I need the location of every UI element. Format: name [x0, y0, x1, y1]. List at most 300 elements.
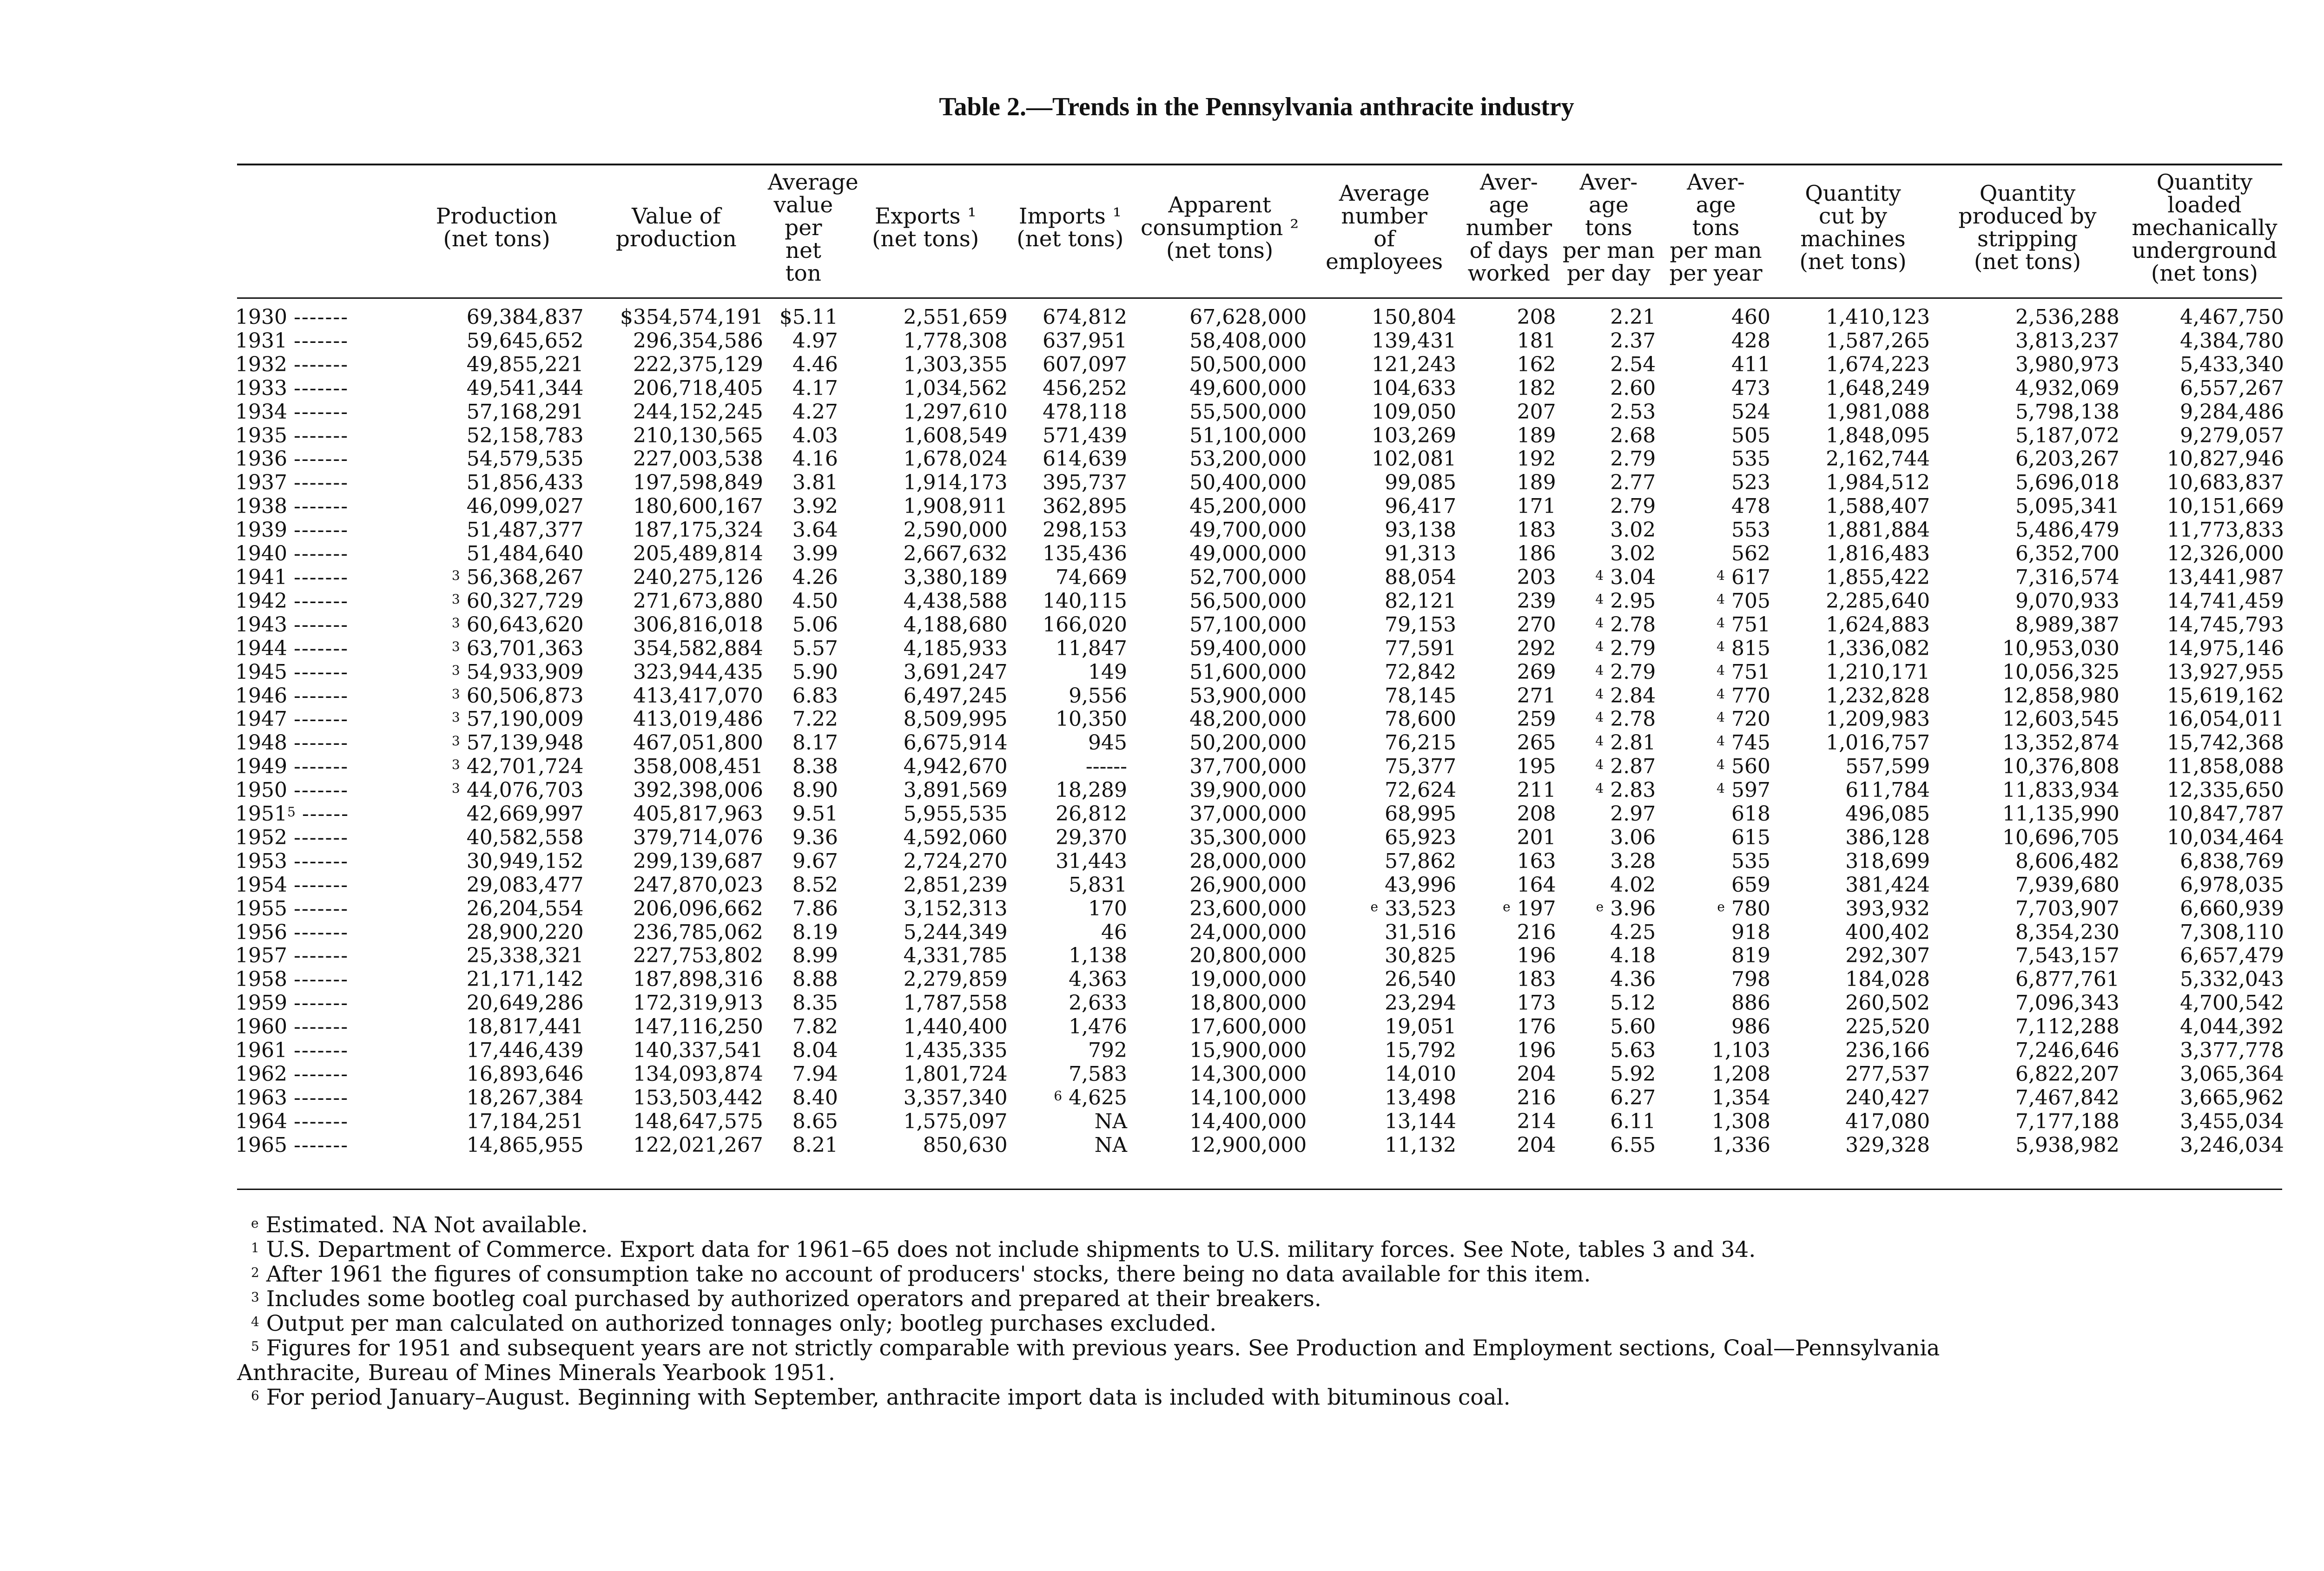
year-cell [232, 731, 407, 755]
dot-leader: ------ [302, 802, 350, 826]
exports-cell [841, 897, 1010, 921]
tons-per-year-cell-value: 751 [1731, 660, 1770, 684]
tons-per-day-cell [1559, 684, 1659, 708]
machines-cell [1773, 542, 1933, 566]
column-header: Imports ¹ (net tons) [1017, 204, 1124, 252]
footnote-mark: 3 [251, 1289, 259, 1305]
days-worked-cell [1459, 1015, 1559, 1039]
dot-leader: ------- [293, 519, 349, 542]
footnote-mark: 3 [451, 733, 460, 749]
tons-per-day-cell-value: 2.78 [1610, 708, 1656, 731]
tons-per-year-cell [1658, 377, 1773, 401]
stripping-cell [1933, 850, 2122, 874]
days-worked-cell [1459, 353, 1559, 377]
avg-value-cell [766, 377, 841, 401]
consumption-cell-value: 17,600,000 [1189, 1015, 1307, 1039]
employees-cell-value: 11,132 [1385, 1133, 1457, 1157]
employees-cell-value: 15,792 [1385, 1039, 1457, 1063]
machines-cell [1773, 613, 1933, 637]
tons-per-day-cell [1559, 779, 1659, 802]
stripping-cell [1933, 542, 2122, 566]
table-row [232, 447, 2287, 471]
imports-cell-value: 4,625 [1069, 1086, 1128, 1110]
year-cell [232, 447, 407, 471]
mechanical-cell [2122, 897, 2287, 921]
dot-leader: ------- [293, 542, 349, 566]
column-header: Quantity produced by stripping (net tons) [1958, 181, 2097, 275]
footnote-mark: 4 [1717, 710, 1725, 725]
production-cell [407, 1063, 586, 1086]
employees-cell-value: 88,054 [1385, 565, 1457, 589]
footnote [251, 1311, 2291, 1336]
tons-per-day-cell [1559, 613, 1659, 637]
machines-cell-value: 1,410,123 [1826, 305, 1930, 329]
days-worked-cell-value: 173 [1517, 992, 1556, 1015]
column-header: Average number of employees [1326, 181, 1443, 275]
avg-value-cell-value: 8.90 [792, 779, 838, 802]
machines-cell-value: 400,402 [1845, 920, 1930, 944]
employees-cell [1309, 850, 1459, 874]
consumption-cell [1130, 1110, 1309, 1134]
year-cell [232, 1134, 407, 1157]
imports-cell [1010, 755, 1130, 779]
production-cell-value: 16,893,646 [466, 1063, 584, 1086]
machines-cell [1773, 661, 1933, 684]
days-worked-cell-value: 269 [1517, 660, 1556, 684]
days-worked-cell [1459, 826, 1559, 850]
stripping-cell [1933, 297, 2122, 329]
days-worked-cell-value: 183 [1517, 968, 1556, 992]
production-cell-value: 46,099,027 [466, 495, 584, 519]
machines-cell-value: 393,932 [1845, 897, 1930, 920]
avg-value-cell [766, 708, 841, 731]
days-worked-cell-value: 182 [1517, 376, 1556, 400]
year-label: 1935 [235, 424, 287, 447]
employees-cell-value: 75,377 [1385, 755, 1457, 779]
imports-cell [1010, 471, 1130, 495]
tons-per-year-cell [1658, 447, 1773, 471]
mechanical-cell [2122, 329, 2287, 353]
employees-cell [1309, 826, 1459, 850]
consumption-cell [1130, 1015, 1309, 1039]
year-cell [232, 495, 407, 519]
tons-per-day-cell [1559, 826, 1659, 850]
tons-per-year-cell-value: 560 [1731, 755, 1770, 779]
tons-per-day-cell-value: 4.02 [1610, 873, 1656, 897]
days-worked-cell [1459, 850, 1559, 874]
mechanical-cell-value: 3,377,778 [2180, 1039, 2284, 1063]
stripping-cell [1933, 874, 2122, 897]
stripping-cell [1933, 329, 2122, 353]
avg-value-cell [766, 897, 841, 921]
days-worked-cell [1459, 992, 1559, 1015]
mechanical-cell [2122, 1063, 2287, 1086]
value-cell-value: 296,354,586 [633, 329, 763, 353]
mechanical-cell [2122, 1110, 2287, 1134]
exports-cell-value: 2,551,659 [903, 305, 1008, 329]
footnote-mark: 4 [251, 1314, 259, 1329]
year-cell [232, 590, 407, 613]
value-cell-value: 306,816,018 [633, 613, 763, 637]
production-cell-value: 63,701,363 [466, 637, 584, 660]
tons-per-day-cell [1559, 401, 1659, 424]
year-cell [232, 779, 407, 802]
employees-cell [1309, 519, 1459, 542]
tons-per-year-cell-value: 553 [1731, 519, 1770, 542]
production-cell-value: 44,076,703 [466, 779, 584, 802]
year-label: 1953 [235, 849, 287, 873]
dot-leader: ------- [293, 565, 349, 589]
value-cell [587, 684, 766, 708]
employees-cell [1309, 897, 1459, 921]
value-cell-value: 222,375,129 [633, 353, 763, 376]
employees-cell [1309, 447, 1459, 471]
imports-cell-value: ------ [1085, 755, 1128, 779]
production-cell [407, 1086, 586, 1110]
production-cell-value: 69,384,837 [466, 305, 584, 329]
days-worked-cell-value: 203 [1517, 565, 1556, 589]
employees-cell [1309, 1015, 1459, 1039]
stripping-cell-value: 5,095,341 [2015, 495, 2119, 519]
year-cell [232, 401, 407, 424]
exports-cell-value: 2,590,000 [903, 519, 1008, 542]
year-label: 1939 [235, 519, 287, 542]
avg-value-cell-value: 4.03 [792, 424, 838, 447]
value-cell [587, 921, 766, 945]
dot-leader: ------- [293, 400, 349, 424]
consumption-cell [1130, 850, 1309, 874]
consumption-cell-value: 50,500,000 [1189, 353, 1307, 376]
avg-value-cell [766, 684, 841, 708]
mechanical-cell [2122, 874, 2287, 897]
stripping-cell-value: 3,813,237 [2015, 329, 2119, 353]
stripping-cell [1933, 992, 2122, 1015]
year-cell [232, 542, 407, 566]
consumption-cell [1130, 968, 1309, 992]
consumption-cell-value: 53,200,000 [1189, 447, 1307, 471]
stripping-cell-value: 8,354,230 [2015, 920, 2119, 944]
year-label: 1940 [235, 542, 287, 566]
stripping-cell [1933, 897, 2122, 921]
consumption-cell-value: 26,900,000 [1189, 873, 1307, 897]
tons-per-day-cell-value: 2.79 [1610, 447, 1656, 471]
consumption-cell-value: 37,700,000 [1189, 755, 1307, 779]
production-cell [407, 329, 586, 353]
stripping-cell-value: 7,177,188 [2015, 1110, 2119, 1133]
imports-cell [1010, 424, 1130, 448]
mechanical-cell [2122, 944, 2287, 968]
employees-cell [1309, 1063, 1459, 1086]
employees-cell-value: 13,144 [1385, 1110, 1457, 1133]
days-worked-cell [1459, 684, 1559, 708]
year-label: 1959 [235, 992, 287, 1015]
production-cell-value: 40,582,558 [466, 826, 584, 849]
tons-per-year-cell-value: 751 [1731, 613, 1770, 637]
tons-per-year-cell-value: 1,308 [1711, 1110, 1770, 1133]
machines-cell-value: 1,016,757 [1826, 731, 1930, 755]
stripping-cell [1933, 755, 2122, 779]
tons-per-year-cell [1658, 802, 1773, 826]
footnote-mark: 4 [1717, 638, 1725, 654]
value-cell [587, 447, 766, 471]
machines-cell-value: 417,080 [1845, 1110, 1930, 1133]
avg-value-cell [766, 779, 841, 802]
exports-cell [841, 684, 1010, 708]
tons-per-year-cell-value: 659 [1731, 873, 1770, 897]
stripping-cell-value: 7,096,343 [2015, 992, 2119, 1015]
value-cell-value: 467,051,800 [633, 731, 763, 755]
production-cell [407, 401, 586, 424]
value-cell [587, 637, 766, 661]
production-cell [407, 590, 586, 613]
tons-per-year-cell-value: 535 [1731, 849, 1770, 873]
value-cell-value: 227,753,802 [633, 944, 763, 968]
avg-value-cell [766, 542, 841, 566]
employees-cell-value: 72,624 [1385, 779, 1457, 802]
footnote-text: U.S. Department of Commerce. Export data for 1961–65 does not include shipments to U.S. military forces. See Note, tables 3 and 34. [266, 1237, 1756, 1262]
machines-cell-value: 381,424 [1845, 873, 1930, 897]
mechanical-cell-value: 4,044,392 [2180, 1015, 2284, 1039]
consumption-cell-value: 51,100,000 [1189, 424, 1307, 447]
avg-value-cell [766, 968, 841, 992]
consumption-cell-value: 53,900,000 [1189, 684, 1307, 708]
stripping-cell [1933, 708, 2122, 731]
stripping-cell [1933, 731, 2122, 755]
mechanical-cell-value: 4,467,750 [2180, 305, 2284, 329]
mechanical-cell-value: 10,151,669 [2167, 495, 2284, 519]
machines-cell [1773, 850, 1933, 874]
year-label: 1962 [235, 1063, 287, 1086]
machines-cell [1773, 968, 1933, 992]
tons-per-day-cell [1559, 1086, 1659, 1110]
mechanical-cell [2122, 731, 2287, 755]
machines-cell [1773, 802, 1933, 826]
exports-cell-value: 1,908,911 [903, 495, 1008, 519]
exports-cell-value: 6,675,914 [903, 731, 1008, 755]
tons-per-day-cell-value: 2.97 [1610, 802, 1656, 826]
value-cell-value: 299,139,687 [633, 849, 763, 873]
imports-cell-value: NA [1094, 1110, 1128, 1133]
stripping-cell [1933, 377, 2122, 401]
stripping-cell [1933, 968, 2122, 992]
tons-per-year-cell [1658, 542, 1773, 566]
avg-value-cell [766, 613, 841, 637]
mechanical-cell-value: 12,326,000 [2167, 542, 2284, 566]
dot-leader: ------- [293, 1133, 349, 1157]
footnote-mark: e [1596, 899, 1604, 914]
imports-cell [1010, 1015, 1130, 1039]
imports-cell-value: 170 [1088, 897, 1128, 920]
tons-per-year-cell [1658, 968, 1773, 992]
tons-per-year-cell [1658, 850, 1773, 874]
footnote-mark: 3 [451, 757, 460, 773]
employees-cell [1309, 992, 1459, 1015]
imports-cell-value: 456,252 [1043, 376, 1128, 400]
tons-per-year-cell [1658, 661, 1773, 684]
tons-per-day-cell-value: 3.96 [1610, 897, 1656, 920]
tons-per-day-cell [1559, 1134, 1659, 1157]
dot-leader: ------- [293, 755, 349, 779]
dot-leader: ------- [293, 992, 349, 1015]
production-cell [407, 779, 586, 802]
stripping-cell [1933, 802, 2122, 826]
consumption-cell-value: 45,200,000 [1189, 495, 1307, 519]
tons-per-year-cell [1658, 353, 1773, 377]
employees-cell-value: 30,825 [1385, 944, 1457, 968]
avg-value-cell-value: 8.40 [792, 1086, 838, 1110]
year-cell [232, 613, 407, 637]
value-cell [587, 661, 766, 684]
tons-per-day-cell [1559, 802, 1659, 826]
employees-cell [1309, 1039, 1459, 1063]
tons-per-year-cell [1658, 1086, 1773, 1110]
employees-cell [1309, 731, 1459, 755]
tons-per-day-cell [1559, 566, 1659, 590]
consumption-cell-value: 49,000,000 [1189, 542, 1307, 566]
production-cell-value: 57,139,948 [466, 731, 584, 755]
exports-cell [841, 731, 1010, 755]
machines-cell-value: 1,588,407 [1826, 495, 1930, 519]
stripping-cell-value: 10,696,705 [2002, 826, 2119, 849]
year-label: 1964 [235, 1110, 287, 1133]
tons-per-day-cell [1559, 471, 1659, 495]
production-cell-value: 52,158,783 [466, 424, 584, 447]
consumption-cell [1130, 637, 1309, 661]
mechanical-cell-value: 3,665,962 [2180, 1086, 2284, 1110]
avg-value-cell [766, 802, 841, 826]
machines-cell-value: 1,674,223 [1826, 353, 1930, 376]
avg-value-cell-value: 4.16 [792, 447, 838, 471]
dot-leader: ------- [293, 968, 349, 992]
tons-per-day-cell-value: 4.25 [1610, 920, 1656, 944]
production-cell-value: 17,184,251 [466, 1110, 584, 1133]
production-cell [407, 874, 586, 897]
production-cell [407, 519, 586, 542]
tons-per-year-cell-value: 523 [1731, 471, 1770, 495]
stripping-cell [1933, 944, 2122, 968]
mechanical-cell [2122, 968, 2287, 992]
year-label: 1952 [235, 826, 287, 849]
avg-value-cell [766, 755, 841, 779]
value-cell-value: 134,093,874 [633, 1063, 763, 1086]
tons-per-day-cell [1559, 495, 1659, 519]
days-worked-cell-value: 239 [1517, 589, 1556, 613]
imports-cell [1010, 447, 1130, 471]
exports-cell-value: 2,667,632 [903, 542, 1008, 566]
exports-cell-value: 1,801,724 [903, 1063, 1008, 1086]
consumption-cell [1130, 590, 1309, 613]
imports-cell [1010, 1063, 1130, 1086]
employees-cell-value: 109,050 [1372, 400, 1457, 424]
days-worked-cell [1459, 897, 1559, 921]
footnote-mark: 4 [1595, 781, 1604, 796]
mechanical-cell [2122, 353, 2287, 377]
production-cell [407, 992, 586, 1015]
tons-per-year-cell-value: 705 [1731, 589, 1770, 613]
tons-per-day-cell-value: 2.95 [1610, 589, 1656, 613]
avg-value-cell [766, 661, 841, 684]
tons-per-day-cell-value: 2.77 [1610, 471, 1656, 495]
consumption-cell [1130, 992, 1309, 1015]
days-worked-cell-value: 189 [1517, 471, 1556, 495]
footnote-mark: 4 [1717, 781, 1725, 796]
imports-cell-value: NA [1094, 1133, 1128, 1157]
consumption-cell [1130, 802, 1309, 826]
employees-cell [1309, 424, 1459, 448]
mechanical-cell [2122, 779, 2287, 802]
tons-per-day-cell [1559, 519, 1659, 542]
mechanical-cell [2122, 661, 2287, 684]
mechanical-cell [2122, 1086, 2287, 1110]
employees-cell-value: 13,498 [1385, 1086, 1457, 1110]
tons-per-year-cell-value: 535 [1731, 447, 1770, 471]
stripping-cell-value: 9,070,933 [2015, 589, 2119, 613]
imports-cell [1010, 329, 1130, 353]
days-worked-cell [1459, 613, 1559, 637]
days-worked-cell [1459, 1110, 1559, 1134]
year-cell [232, 874, 407, 897]
value-cell [587, 1134, 766, 1157]
year-cell [232, 1086, 407, 1110]
footnote-mark: 2 [251, 1265, 259, 1280]
days-worked-cell [1459, 637, 1559, 661]
footnote-mark: 6 [1054, 1088, 1063, 1104]
stripping-cell-value: 7,467,842 [2015, 1086, 2119, 1110]
employees-cell-value: 93,138 [1385, 519, 1457, 542]
year-cell [232, 471, 407, 495]
year-label: 1934 [235, 400, 287, 424]
employees-cell-value: 77,591 [1385, 637, 1457, 660]
machines-cell-value: 557,599 [1845, 755, 1930, 779]
production-cell-value: 60,506,873 [466, 684, 584, 708]
employees-cell [1309, 874, 1459, 897]
tons-per-year-cell [1658, 519, 1773, 542]
tons-per-day-cell-value: 3.06 [1610, 826, 1656, 849]
tons-per-year-cell-value: 780 [1731, 897, 1770, 920]
dot-leader: ------- [293, 376, 349, 400]
exports-cell [841, 708, 1010, 731]
exports-cell-value: 4,438,588 [903, 589, 1008, 613]
exports-cell [841, 1063, 1010, 1086]
column-header: Value of production [615, 204, 737, 252]
imports-cell-value: 29,370 [1056, 826, 1128, 849]
mechanical-cell-value: 13,927,955 [2167, 660, 2284, 684]
stripping-cell [1933, 471, 2122, 495]
production-cell [407, 826, 586, 850]
mechanical-cell-value: 3,246,034 [2180, 1133, 2284, 1157]
tons-per-year-cell [1658, 401, 1773, 424]
year-cell [232, 637, 407, 661]
employees-cell [1309, 353, 1459, 377]
footnote-text: For period January–August. Beginning with September, anthracite import data is included with bituminous coal. [266, 1385, 1511, 1410]
value-cell-value: 323,944,435 [633, 660, 763, 684]
value-cell-value: 148,647,575 [633, 1110, 763, 1133]
year-label: 1960 [235, 1015, 287, 1039]
machines-cell [1773, 779, 1933, 802]
days-worked-cell-value: 189 [1517, 424, 1556, 447]
exports-cell [841, 590, 1010, 613]
exports-cell-value: 3,691,247 [903, 660, 1008, 684]
production-cell-value: 30,949,152 [466, 849, 584, 873]
exports-cell [841, 968, 1010, 992]
tons-per-year-cell-value: 819 [1731, 944, 1770, 968]
exports-cell [841, 613, 1010, 637]
machines-cell [1773, 1086, 1933, 1110]
value-cell-value: 354,582,884 [633, 637, 763, 660]
machines-cell-value: 184,028 [1845, 968, 1930, 992]
production-cell [407, 944, 586, 968]
table-row [232, 401, 2287, 424]
